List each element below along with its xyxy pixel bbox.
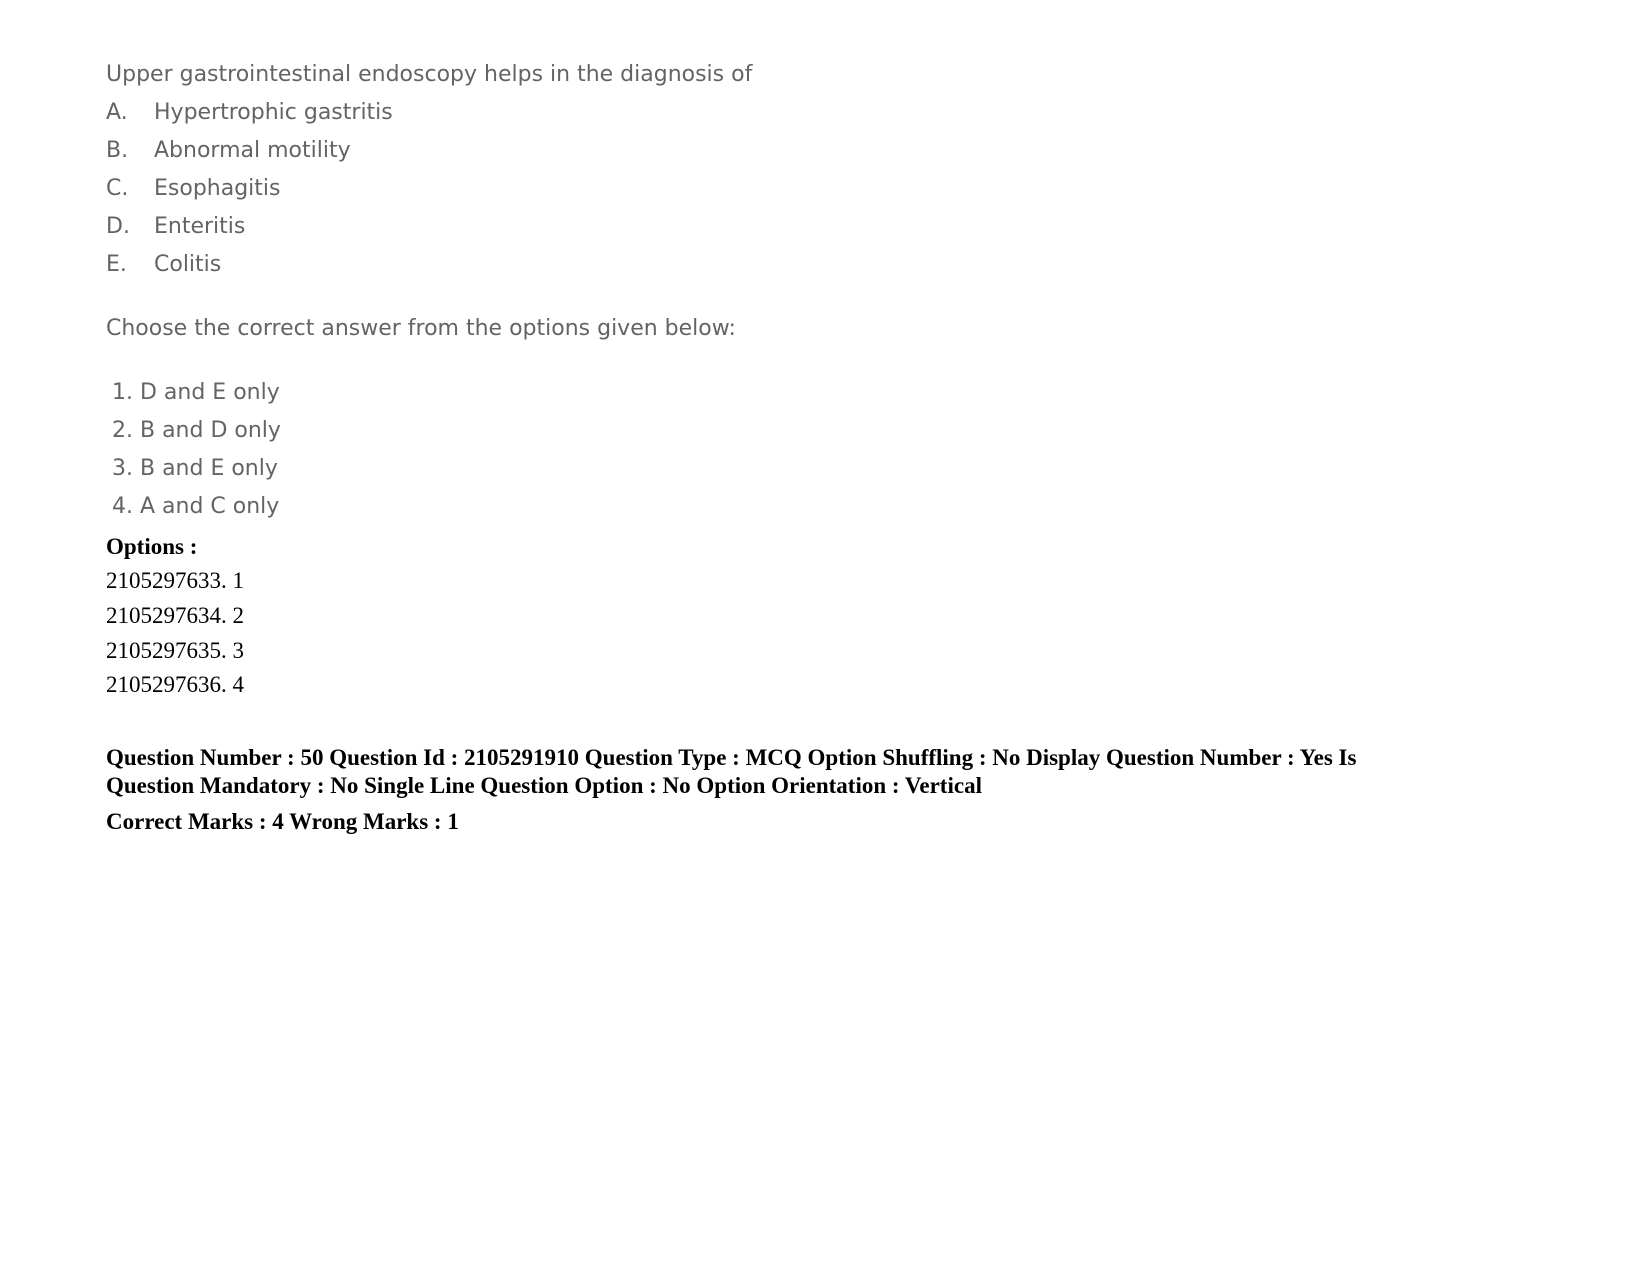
options-heading: Options : (106, 534, 198, 559)
statement-letter: E. (106, 252, 127, 277)
statement-letter: A. (106, 100, 128, 125)
option-item: 2105297636. 4 (106, 672, 244, 697)
marks-line: Correct Marks : 4 Wrong Marks : 1 (106, 809, 459, 834)
statement-text: Abnormal motility (154, 138, 351, 163)
statement-text: Hypertrophic gastritis (154, 100, 393, 125)
answer-instruction: Choose the correct answer from the options given below: (106, 316, 736, 341)
statement-letter: C. (106, 176, 129, 201)
answer-choice-2: 2. B and D only (112, 418, 281, 443)
question-metadata (106, 744, 1506, 836)
answer-choice-4: 4. A and C only (112, 494, 280, 519)
statement-d (106, 214, 245, 239)
metadata-line-1: Question Number : 50 Question Id : 2105291910 Question Type : MCQ Option Shuffling : No Display Question Number : Yes Is (106, 745, 1357, 770)
statement-a (106, 100, 393, 125)
statement-e (106, 252, 221, 277)
option-item: 2105297634. 2 (106, 603, 244, 628)
metadata-line-2: Question Mandatory : No Single Line Question Option : No Option Orientation : Vertical (106, 773, 982, 798)
statement-b (106, 138, 351, 163)
statement-text: Colitis (154, 252, 222, 277)
answer-choice-1: 1. D and E only (112, 380, 280, 405)
option-item: 2105297633. 1 (106, 568, 244, 593)
answer-choice-3: 3. B and E only (112, 456, 278, 481)
statement-text: Esophagitis (154, 176, 281, 201)
statement-text: Enteritis (154, 214, 246, 239)
statement-letter: D. (106, 214, 130, 239)
option-item: 2105297635. 3 (106, 638, 244, 663)
statement-letter: B. (106, 138, 129, 163)
question-stem: Upper gastrointestinal endoscopy helps in the diagnosis of (106, 62, 753, 87)
statement-c (106, 176, 281, 201)
